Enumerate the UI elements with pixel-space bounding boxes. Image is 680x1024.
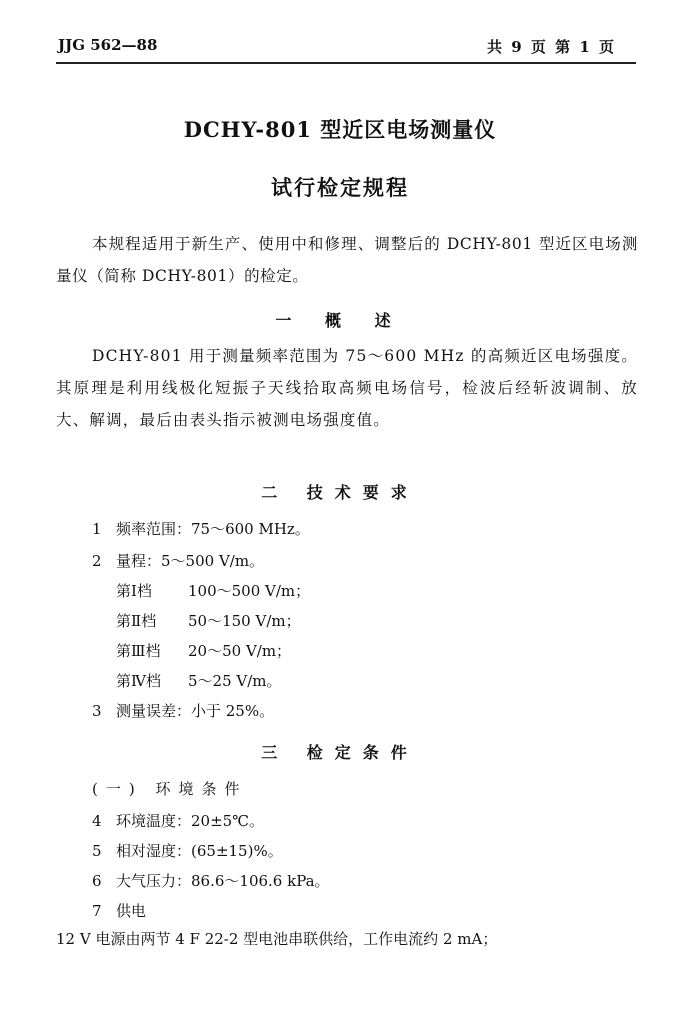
item-text: 频率范围：75～600 MHz。 bbox=[116, 520, 310, 538]
list-item bbox=[92, 550, 264, 571]
header-rule bbox=[56, 62, 636, 64]
document-subtitle: 试行检定规程 bbox=[271, 175, 409, 200]
range-value: 100～500 V/m； bbox=[188, 582, 311, 600]
section-heading-overview: 一 概 述 bbox=[275, 311, 405, 330]
item-number: 4 bbox=[92, 812, 102, 830]
range-row bbox=[116, 670, 282, 691]
range-row bbox=[116, 580, 310, 601]
item-number: 2 bbox=[92, 552, 102, 570]
range-value: 20～50 V/m； bbox=[188, 642, 292, 660]
item-text: 测量误差：小于 25%。 bbox=[116, 702, 275, 720]
list-item bbox=[92, 810, 264, 831]
intro-paragraph: 本规程适用于新生产、使用中和修理、调整后的 DCHY-801 型近区电场测量仪（简称 DCHY-801）的检定。 bbox=[56, 235, 638, 285]
range-value: 5～25 V/m。 bbox=[188, 672, 282, 690]
item-text: 供电 bbox=[116, 902, 147, 920]
page-counter: 共 9 页 第 1 页 bbox=[487, 38, 616, 56]
item-number: 7 bbox=[92, 902, 102, 920]
item-text: 大气压力：86.6～106.6 kPa。 bbox=[116, 872, 330, 890]
item-text: 环境温度：20±5℃。 bbox=[116, 812, 264, 830]
subsection-heading-environment: (一) 环境条件 bbox=[92, 780, 248, 798]
section-heading-technical-requirements: 二 技术要求 bbox=[261, 483, 419, 502]
range-label: 第Ⅱ档 bbox=[116, 612, 157, 630]
range-row bbox=[116, 610, 301, 631]
item-number: 6 bbox=[92, 872, 102, 890]
range-label: 第Ⅳ档 bbox=[116, 672, 161, 690]
list-item bbox=[92, 700, 274, 721]
item-number: 1 bbox=[92, 520, 102, 538]
range-row bbox=[116, 640, 291, 661]
list-item bbox=[92, 870, 330, 891]
document-title: DCHY-801 型近区电场测量仪 bbox=[183, 117, 497, 142]
item-number: 5 bbox=[92, 842, 102, 860]
power-supply-line: 12 V 电源由两节 4 F 22-2 型电池串联供给，工作电流约 2 mA； bbox=[56, 930, 498, 948]
section-heading-verification-conditions: 三 检定条件 bbox=[261, 743, 419, 762]
range-label: 第Ⅰ档 bbox=[116, 582, 152, 600]
list-item bbox=[92, 840, 283, 861]
item-number: 3 bbox=[92, 702, 102, 720]
range-value: 50～150 V/m； bbox=[188, 612, 301, 630]
range-label: 第Ⅲ档 bbox=[116, 642, 161, 660]
item-text: 相对湿度：(65±15)%。 bbox=[116, 842, 283, 860]
list-item bbox=[92, 518, 310, 539]
standard-number: JJG 562—88 bbox=[58, 36, 158, 54]
list-item bbox=[92, 900, 146, 921]
item-text: 量程：5～500 V/m。 bbox=[116, 552, 265, 570]
overview-paragraph: DCHY-801 用于测量频率范围为 75～600 MHz 的高频近区电场强度。其原理是利用线极化短振子天线拾取高频电场信号，检波后经斩波调制、放大、解调，最后由表头指示被测电场强度值。 bbox=[56, 347, 638, 429]
